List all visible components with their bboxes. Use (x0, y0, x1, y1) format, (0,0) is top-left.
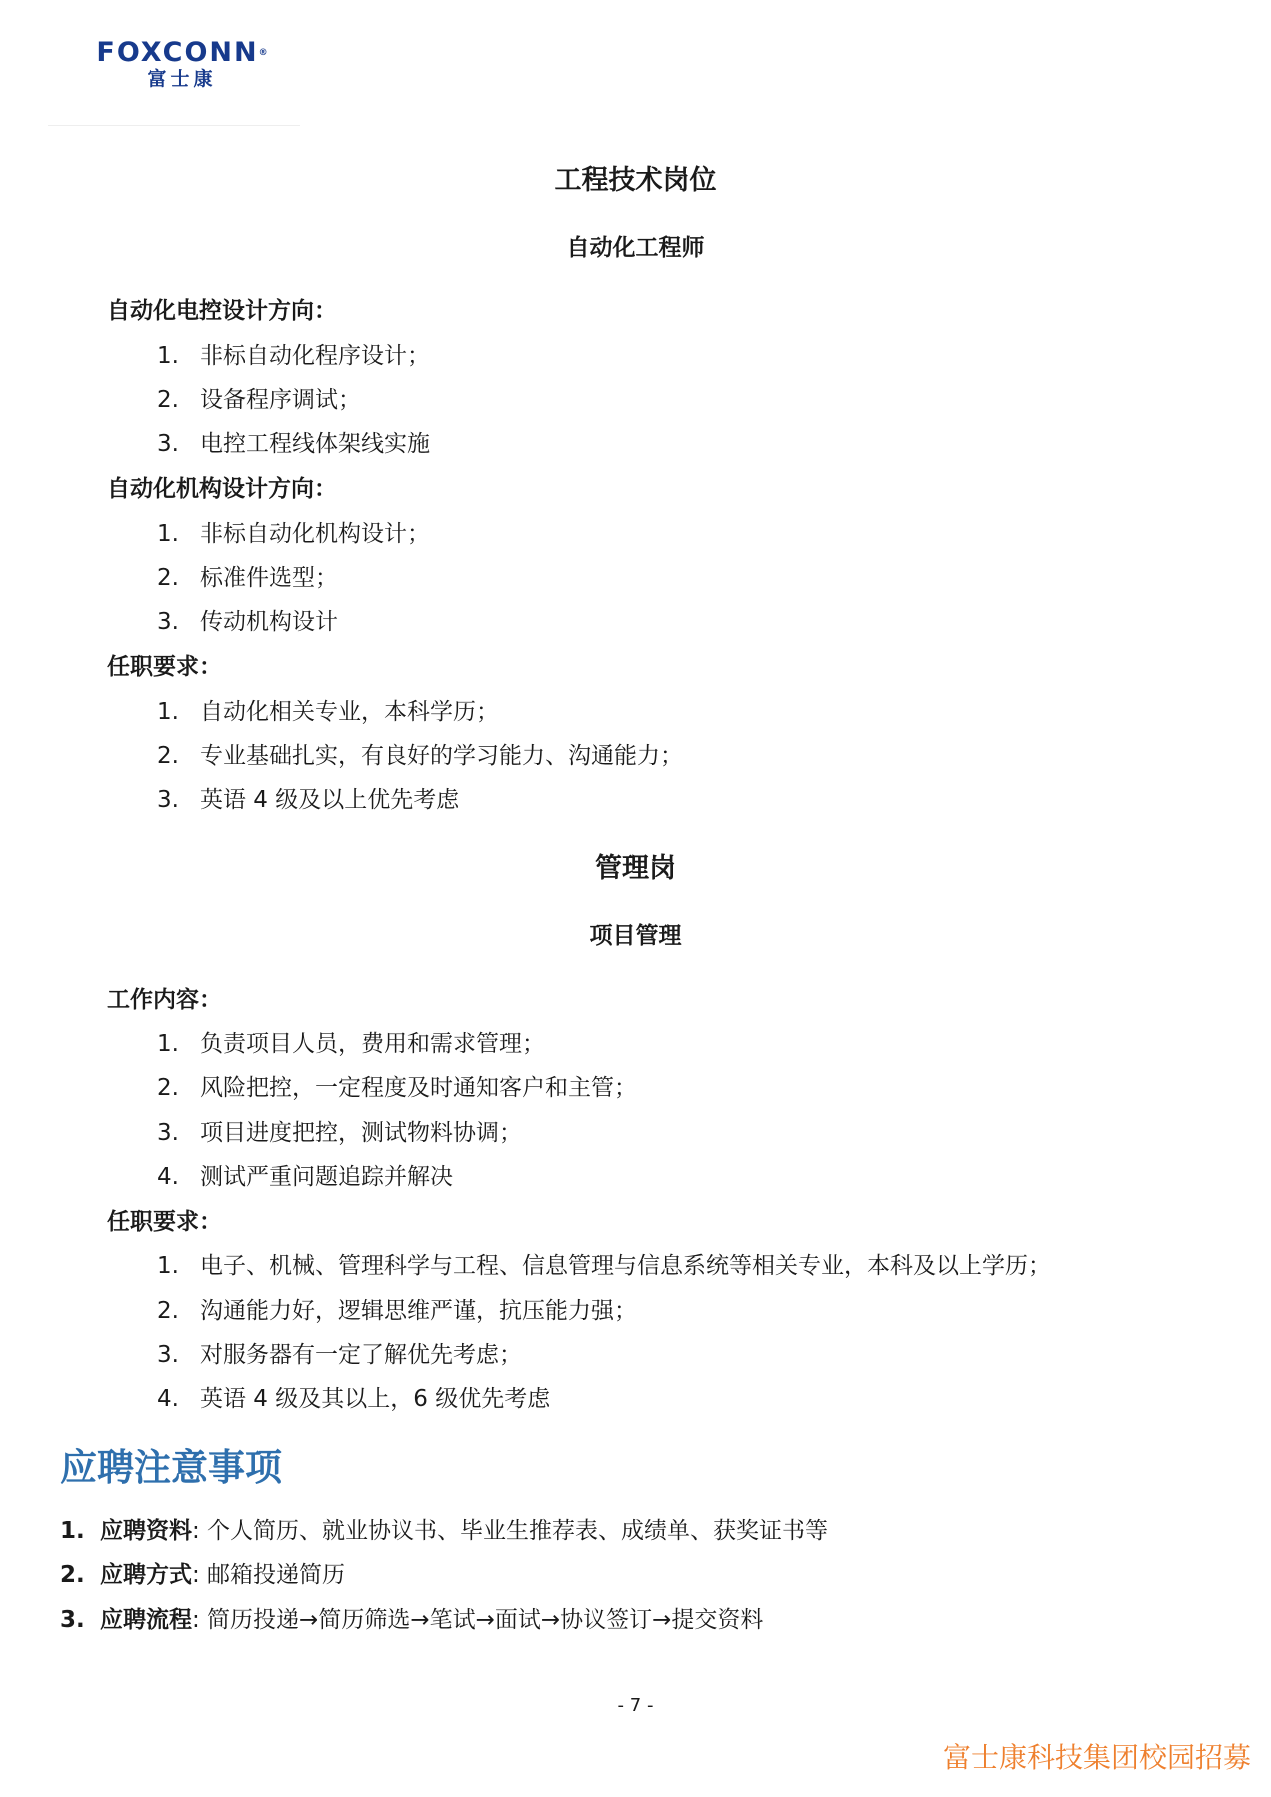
logo-wordmark: FOXCONN® (96, 37, 268, 68)
group-label-requirements: 任职要求： (107, 1209, 222, 1235)
list-item: 1. 电子、机械、管理科学与工程、信息管理与信息系统等相关专业，本科及以上学历； (157, 1253, 1051, 1279)
group-label-job-content: 工作内容： (107, 987, 222, 1013)
list-item: 3. 项目进度把控，测试物料协调； (157, 1120, 522, 1146)
section-title-engineering: 工程技术岗位 (554, 165, 717, 196)
note-item-method: 2. 应聘方式: 邮箱投递简历 (60, 1562, 346, 1588)
page-number: - 7 - (617, 1695, 654, 1716)
list-item: 2. 风险把控，一定程度及时通知客户和主管； (157, 1075, 637, 1101)
list-item: 2. 沟通能力好，逻辑思维严谨，抗压能力强； (157, 1298, 637, 1324)
list-item: 2. 设备程序调试； (157, 387, 361, 413)
company-logo (74, 38, 290, 90)
group-label-electrical-control: 自动化电控设计方向： (107, 298, 337, 324)
list-item: 4. 英语 4 级及其以上，6 级优先考虑 (157, 1386, 551, 1412)
list-item: 3. 英语 4 级及以上优先考虑 (157, 787, 460, 813)
list-item: 4. 测试严重问题追踪并解决 (157, 1164, 453, 1190)
notes-heading: 应聘注意事项 (60, 1446, 282, 1489)
list-item: 1. 自动化相关专业，本科学历； (157, 699, 499, 725)
logo-chinese-name: 富士康 (147, 68, 217, 90)
list-item: 1. 非标自动化程序设计； (157, 343, 430, 369)
list-item: 2. 标准件选型； (157, 565, 338, 591)
list-item: 3. 电控工程线体架线实施 (157, 431, 430, 457)
footer-recruitment-text: 富士康科技集团校园招募 (942, 1741, 1251, 1774)
list-item: 2. 专业基础扎实，有良好的学习能力、沟通能力； (157, 743, 683, 769)
section-title-management: 管理岗 (595, 853, 676, 884)
note-item-materials: 1. 应聘资料: 个人简历、就业协议书、毕业生推荐表、成绩单、获奖证书等 (60, 1518, 829, 1544)
list-item: 1. 负责项目人员，费用和需求管理； (157, 1031, 545, 1057)
header-divider (48, 125, 300, 126)
list-item: 3. 对服务器有一定了解优先考虑； (157, 1342, 522, 1368)
note-item-process: 3. 应聘流程: 简历投递→简历筛选→笔试→面试→协议签订→提交资料 (60, 1607, 764, 1633)
list-item: 1. 非标自动化机构设计； (157, 521, 430, 547)
group-label-mechanism-design: 自动化机构设计方向： (107, 476, 337, 502)
job-title-project-management: 项目管理 (589, 923, 682, 949)
list-item: 3. 传动机构设计 (157, 609, 338, 635)
group-label-requirements: 任职要求： (107, 654, 222, 680)
job-title-automation-engineer: 自动化工程师 (566, 235, 705, 261)
